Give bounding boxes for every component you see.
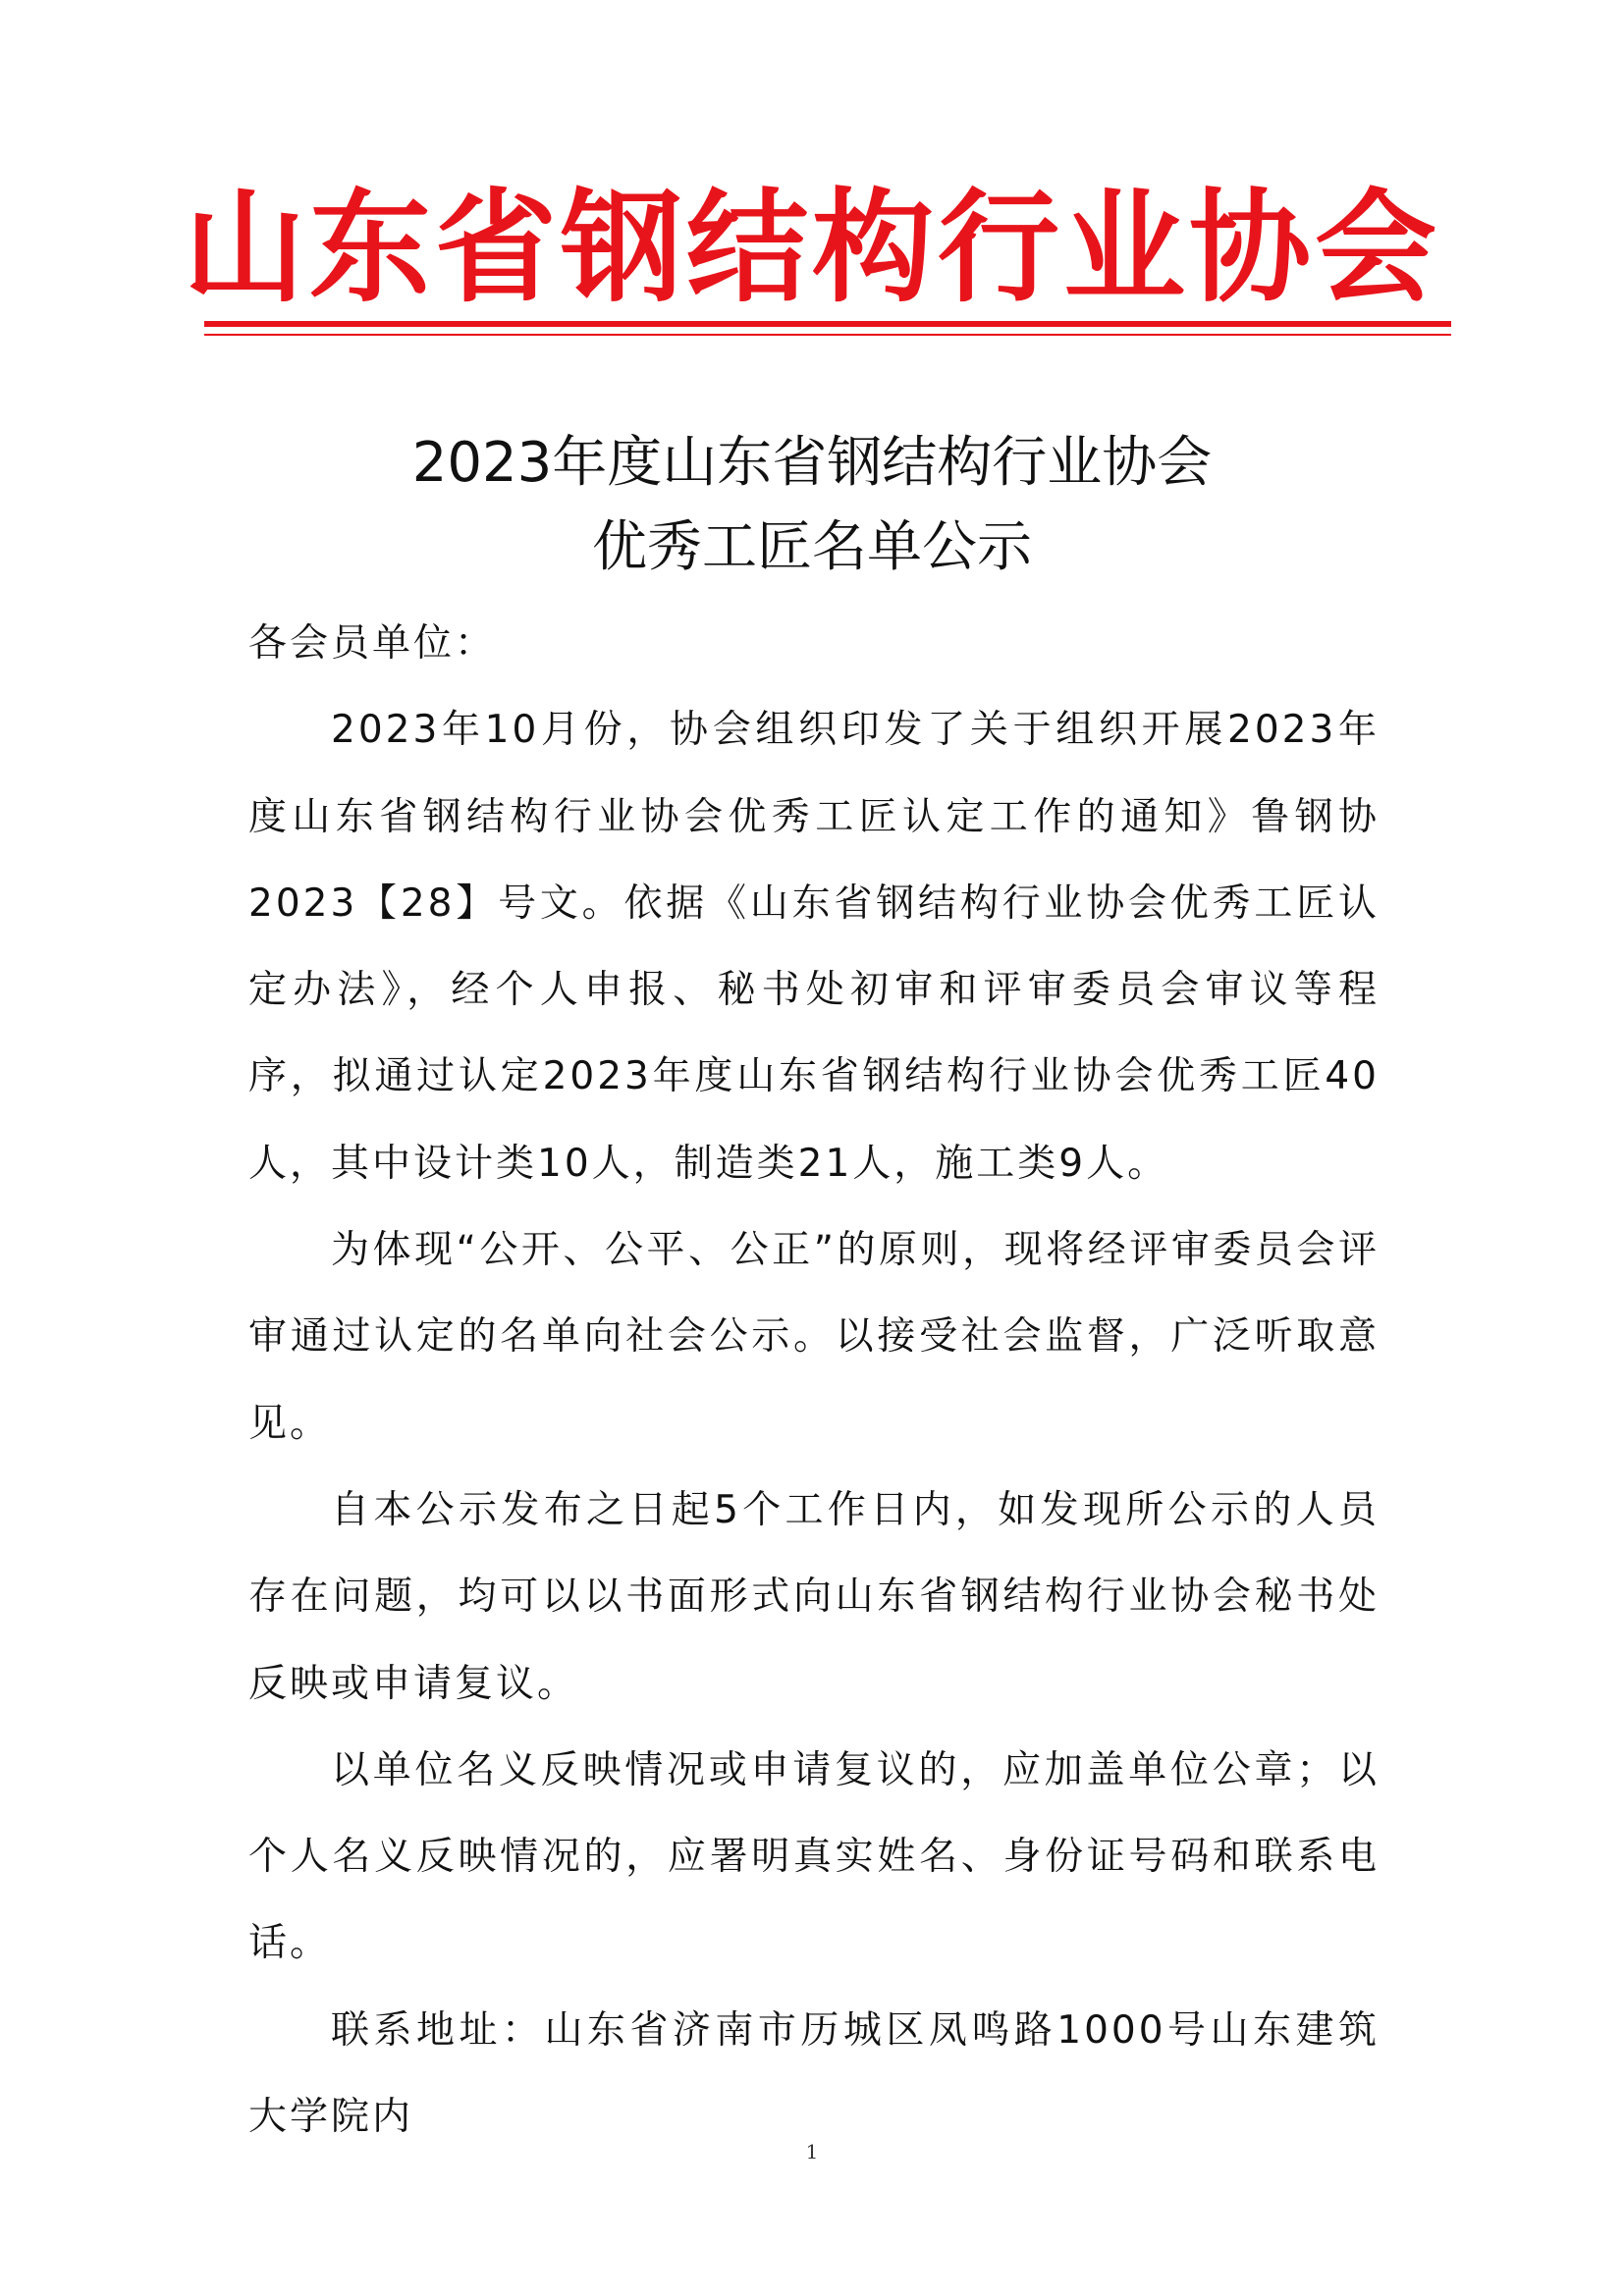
document-title-line-2: 优秀工匠名单公示 (592, 515, 1032, 579)
body-paragraph: 2023年10月份，协会组织印发了关于组织开展2023年度山东省钢结构行业协会优秀工匠认定工作的通知》鲁钢协2023【28】号文。依据《山东省钢结构行业协会优秀工匠认定办法》，经个人申报、秘书处初审和评审委员会审议等程序，拟通过认定2023年度山东省钢结构行业协会优秀工匠40人，其中设计类10人，制造类21人，施工类9人。 (248, 708, 1380, 1186)
document-title-line-1: 2023年度山东省钢结构行业协会 (411, 431, 1213, 495)
document-body (248, 601, 1380, 2161)
letterhead-org-name: 山东省钢结构行业协会 (183, 178, 1440, 319)
salutation: 各会员单位： (248, 621, 497, 666)
body-paragraph: 自本公示发布之日起5个工作日内，如发现所公示的人员存在问题，均可以以书面形式向山东省钢结构行业协会秘书处反映或申请复议。 (248, 1487, 1380, 1706)
page-number: 1 (805, 2140, 819, 2163)
letterhead-rule-thin (204, 334, 1451, 336)
letterhead-rule-thick (204, 321, 1451, 327)
body-paragraph: 为体现“公开、公平、公正”的原则，现将经评审委员会评审通过认定的名单向社会公示。以接受社会监督，广泛听取意见。 (248, 1228, 1380, 1446)
body-paragraph: 以单位名义反映情况或申请复议的，应加盖单位公章；以个人名义反映情况的，应署明真实姓名、身份证号码和联系电话。 (248, 1747, 1380, 1966)
contact-address: 联系地址：山东省济南市历城区凤鸣路1000号山东建筑大学院内 (248, 2007, 1380, 2140)
